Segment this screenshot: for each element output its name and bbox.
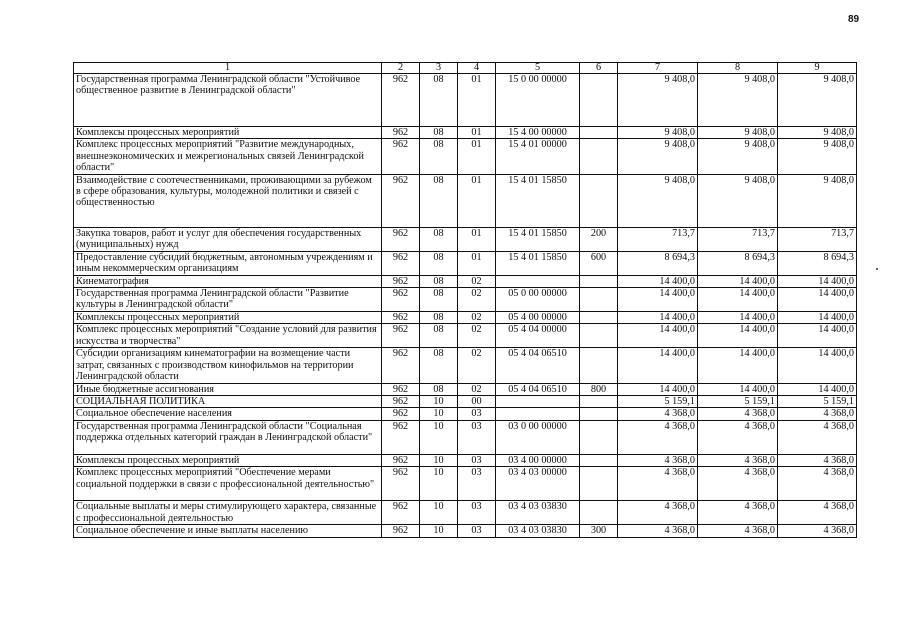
table-row	[74, 324, 857, 348]
table-row	[74, 251, 857, 275]
ved-cell: 962	[382, 420, 420, 454]
ved-cell: 962	[382, 348, 420, 383]
amount-col8-cell: 14 400,0	[698, 275, 778, 287]
row-name-cell: Социальное обеспечение и иные выплаты населению	[74, 525, 382, 537]
table-row	[74, 383, 857, 395]
amount-col7-cell: 4 368,0	[618, 408, 698, 420]
section-cell: 08	[420, 251, 458, 275]
amount-col9-cell: 9 408,0	[778, 139, 857, 174]
row-name-cell: СОЦИАЛЬНАЯ ПОЛИТИКА	[74, 396, 382, 408]
amount-col9-cell: 9 408,0	[778, 74, 857, 127]
ved-cell: 962	[382, 312, 420, 324]
amount-col8-cell: 5 159,1	[698, 396, 778, 408]
section-cell: 08	[420, 324, 458, 348]
expense-type-cell	[580, 174, 618, 227]
section-cell: 08	[420, 383, 458, 395]
row-name-cell: Государственная программа Ленинградской области "Развитие культуры в Ленинградской области"	[74, 288, 382, 312]
target-article-cell: 03 0 00 00000	[496, 420, 580, 454]
amount-col9-cell: 14 400,0	[778, 312, 857, 324]
ved-cell: 962	[382, 501, 420, 525]
expense-type-cell	[580, 324, 618, 348]
subsection-cell: 03	[458, 467, 496, 501]
amount-col9-cell: 5 159,1	[778, 396, 857, 408]
subsection-cell: 02	[458, 275, 496, 287]
column-header: 7	[618, 63, 698, 74]
section-cell: 10	[420, 454, 458, 466]
row-name-cell: Комплексы процессных мероприятий	[74, 127, 382, 139]
section-cell: 08	[420, 174, 458, 227]
row-name-cell: Социальное обеспечение населения	[74, 408, 382, 420]
table-row	[74, 139, 857, 174]
section-cell: 10	[420, 501, 458, 525]
subsection-cell: 02	[458, 383, 496, 395]
expense-type-cell	[580, 420, 618, 454]
amount-col9-cell: 4 368,0	[778, 501, 857, 525]
target-article-cell: 15 4 01 15850	[496, 227, 580, 251]
amount-col9-cell: 4 368,0	[778, 420, 857, 454]
row-name-cell: Комплексы процессных мероприятий	[74, 454, 382, 466]
amount-col9-cell: 4 368,0	[778, 525, 857, 537]
ved-cell: 962	[382, 127, 420, 139]
amount-col7-cell: 14 400,0	[618, 348, 698, 383]
table-row	[74, 467, 857, 501]
ved-cell: 962	[382, 408, 420, 420]
section-cell: 08	[420, 127, 458, 139]
amount-col9-cell: 14 400,0	[778, 324, 857, 348]
expense-type-cell	[580, 467, 618, 501]
column-header: 2	[382, 63, 420, 74]
amount-col9-cell: 713,7	[778, 227, 857, 251]
amount-col7-cell: 4 368,0	[618, 454, 698, 466]
row-name-cell: Иные бюджетные ассигнования	[74, 383, 382, 395]
amount-col7-cell: 713,7	[618, 227, 698, 251]
ved-cell: 962	[382, 139, 420, 174]
amount-col7-cell: 14 400,0	[618, 312, 698, 324]
expense-type-cell	[580, 408, 618, 420]
target-article-cell: 15 0 00 00000	[496, 74, 580, 127]
amount-col8-cell: 9 408,0	[698, 127, 778, 139]
target-article-cell: 03 4 03 00000	[496, 467, 580, 501]
expense-type-cell	[580, 348, 618, 383]
section-cell: 08	[420, 139, 458, 174]
amount-col8-cell: 4 368,0	[698, 454, 778, 466]
amount-col9-cell: 8 694,3	[778, 251, 857, 275]
expense-type-cell	[580, 139, 618, 174]
ved-cell: 962	[382, 383, 420, 395]
ved-cell: 962	[382, 288, 420, 312]
amount-col8-cell: 8 694,3	[698, 251, 778, 275]
table-row	[74, 74, 857, 127]
expense-type-cell	[580, 74, 618, 127]
amount-col7-cell: 8 694,3	[618, 251, 698, 275]
amount-col8-cell: 4 368,0	[698, 525, 778, 537]
amount-col8-cell: 9 408,0	[698, 174, 778, 227]
amount-col7-cell: 9 408,0	[618, 174, 698, 227]
subsection-cell: 02	[458, 348, 496, 383]
subsection-cell: 01	[458, 74, 496, 127]
subsection-cell: 00	[458, 396, 496, 408]
section-cell: 10	[420, 396, 458, 408]
amount-col9-cell: 9 408,0	[778, 127, 857, 139]
subsection-cell: 02	[458, 324, 496, 348]
expense-type-cell	[580, 275, 618, 287]
section-cell: 08	[420, 288, 458, 312]
row-name-cell: Кинематография	[74, 275, 382, 287]
amount-col7-cell: 4 368,0	[618, 501, 698, 525]
ved-cell: 962	[382, 74, 420, 127]
row-name-cell: Государственная программа Ленинградской области "Социальная поддержка отдельных категорий граждан в Ленинградской области"	[74, 420, 382, 454]
target-article-cell: 03 4 03 03830	[496, 501, 580, 525]
amount-col8-cell: 4 368,0	[698, 408, 778, 420]
amount-col8-cell: 14 400,0	[698, 288, 778, 312]
subsection-cell: 01	[458, 174, 496, 227]
amount-col7-cell: 14 400,0	[618, 324, 698, 348]
table-row	[74, 348, 857, 383]
ved-cell: 962	[382, 174, 420, 227]
table-row	[74, 525, 857, 537]
row-name-cell: Комплекс процессных мероприятий "Обеспечение мерами социальной поддержки в связи с профессиональной деятельностью"	[74, 467, 382, 501]
amount-col7-cell: 4 368,0	[618, 420, 698, 454]
page-number: 89	[848, 14, 860, 25]
section-cell: 10	[420, 420, 458, 454]
expense-type-cell	[580, 288, 618, 312]
column-header: 5	[496, 63, 580, 74]
row-name-cell: Взаимодействие с соотечественниками, проживающими за рубежом в сфере образования, культуры, молодежной политики и связей с общественностью	[74, 174, 382, 227]
ved-cell: 962	[382, 251, 420, 275]
target-article-cell: 03 4 03 03830	[496, 525, 580, 537]
row-name-cell: Государственная программа Ленинградской области "Устойчивое общественное развитие в Ленинградской области"	[74, 74, 382, 127]
amount-col9-cell: 14 400,0	[778, 275, 857, 287]
amount-col8-cell: 4 368,0	[698, 467, 778, 501]
ved-cell: 962	[382, 454, 420, 466]
table-row	[74, 127, 857, 139]
section-cell: 08	[420, 348, 458, 383]
target-article-cell: 15 4 00 00000	[496, 127, 580, 139]
target-article-cell: 05 4 04 00000	[496, 324, 580, 348]
amount-col7-cell: 4 368,0	[618, 467, 698, 501]
section-cell: 10	[420, 408, 458, 420]
amount-col7-cell: 14 400,0	[618, 288, 698, 312]
subsection-cell: 03	[458, 454, 496, 466]
table-header-row	[74, 63, 857, 74]
amount-col9-cell: 14 400,0	[778, 348, 857, 383]
expense-type-cell	[580, 454, 618, 466]
target-article-cell: 15 4 01 00000	[496, 139, 580, 174]
subsection-cell: 01	[458, 251, 496, 275]
target-article-cell: 05 0 00 00000	[496, 288, 580, 312]
column-header: 3	[420, 63, 458, 74]
table-row	[74, 227, 857, 251]
target-article-cell	[496, 396, 580, 408]
table-row	[74, 408, 857, 420]
subsection-cell: 01	[458, 127, 496, 139]
ved-cell: 962	[382, 227, 420, 251]
target-article-cell	[496, 408, 580, 420]
section-cell: 08	[420, 227, 458, 251]
amount-col7-cell: 5 159,1	[618, 396, 698, 408]
subsection-cell: 03	[458, 408, 496, 420]
amount-col8-cell: 9 408,0	[698, 74, 778, 127]
row-name-cell: Комплекс процессных мероприятий "Создание условий для развития искусства и творчества"	[74, 324, 382, 348]
target-article-cell: 15 4 01 15850	[496, 174, 580, 227]
target-article-cell: 05 4 00 00000	[496, 312, 580, 324]
column-header: 6	[580, 63, 618, 74]
expense-type-cell	[580, 127, 618, 139]
amount-col7-cell: 4 368,0	[618, 525, 698, 537]
row-name-cell: Комплекс процессных мероприятий "Развитие международных, внешнеэкономических и межрегиональных связей Ленинградской области"	[74, 139, 382, 174]
amount-col9-cell: 14 400,0	[778, 288, 857, 312]
subsection-cell: 03	[458, 525, 496, 537]
subsection-cell: 03	[458, 420, 496, 454]
amount-col7-cell: 14 400,0	[618, 383, 698, 395]
expense-type-cell: 300	[580, 525, 618, 537]
amount-col7-cell: 9 408,0	[618, 127, 698, 139]
amount-col7-cell: 9 408,0	[618, 139, 698, 174]
scan-speck	[876, 268, 878, 270]
amount-col8-cell: 4 368,0	[698, 420, 778, 454]
subsection-cell: 01	[458, 227, 496, 251]
table-row	[74, 420, 857, 454]
subsection-cell: 01	[458, 139, 496, 174]
row-name-cell: Социальные выплаты и меры стимулирующего характера, связанные с профессиональной деятельностью	[74, 501, 382, 525]
table-row	[74, 454, 857, 466]
target-article-cell	[496, 275, 580, 287]
table-row	[74, 275, 857, 287]
amount-col8-cell: 14 400,0	[698, 348, 778, 383]
table-row	[74, 312, 857, 324]
ved-cell: 962	[382, 525, 420, 537]
amount-col8-cell: 14 400,0	[698, 312, 778, 324]
target-article-cell: 05 4 04 06510	[496, 348, 580, 383]
amount-col8-cell: 14 400,0	[698, 383, 778, 395]
ved-cell: 962	[382, 467, 420, 501]
table-row	[74, 501, 857, 525]
column-header: 1	[74, 63, 382, 74]
expense-type-cell	[580, 396, 618, 408]
amount-col8-cell: 4 368,0	[698, 501, 778, 525]
column-header: 8	[698, 63, 778, 74]
column-header: 9	[778, 63, 857, 74]
target-article-cell: 03 4 00 00000	[496, 454, 580, 466]
amount-col9-cell: 4 368,0	[778, 408, 857, 420]
subsection-cell: 02	[458, 312, 496, 324]
section-cell: 08	[420, 312, 458, 324]
expense-type-cell: 600	[580, 251, 618, 275]
row-name-cell: Закупка товаров, работ и услуг для обеспечения государственных (муниципальных) нужд	[74, 227, 382, 251]
expense-type-cell	[580, 501, 618, 525]
ved-cell: 962	[382, 324, 420, 348]
target-article-cell: 15 4 01 15850	[496, 251, 580, 275]
row-name-cell: Субсидии организациям кинематографии на возмещение части затрат, связанных с производством кинофильмов на территории Ленинградской области	[74, 348, 382, 383]
amount-col7-cell: 9 408,0	[618, 74, 698, 127]
amount-col9-cell: 4 368,0	[778, 467, 857, 501]
table-row	[74, 396, 857, 408]
budget-table	[73, 62, 857, 538]
row-name-cell: Предоставление субсидий бюджетным, автономным учреждениям и иным некоммерческим организациям	[74, 251, 382, 275]
subsection-cell: 03	[458, 501, 496, 525]
ved-cell: 962	[382, 275, 420, 287]
expense-type-cell	[580, 312, 618, 324]
section-cell: 10	[420, 467, 458, 501]
expense-type-cell: 200	[580, 227, 618, 251]
column-header: 4	[458, 63, 496, 74]
amount-col7-cell: 14 400,0	[618, 275, 698, 287]
amount-col8-cell: 713,7	[698, 227, 778, 251]
amount-col8-cell: 14 400,0	[698, 324, 778, 348]
amount-col9-cell: 9 408,0	[778, 174, 857, 227]
subsection-cell: 02	[458, 288, 496, 312]
amount-col9-cell: 14 400,0	[778, 383, 857, 395]
row-name-cell: Комплексы процессных мероприятий	[74, 312, 382, 324]
section-cell: 10	[420, 525, 458, 537]
section-cell: 08	[420, 74, 458, 127]
amount-col8-cell: 9 408,0	[698, 139, 778, 174]
section-cell: 08	[420, 275, 458, 287]
ved-cell: 962	[382, 396, 420, 408]
table-row	[74, 174, 857, 227]
amount-col9-cell: 4 368,0	[778, 454, 857, 466]
expense-type-cell: 800	[580, 383, 618, 395]
table-row	[74, 288, 857, 312]
target-article-cell: 05 4 04 06510	[496, 383, 580, 395]
